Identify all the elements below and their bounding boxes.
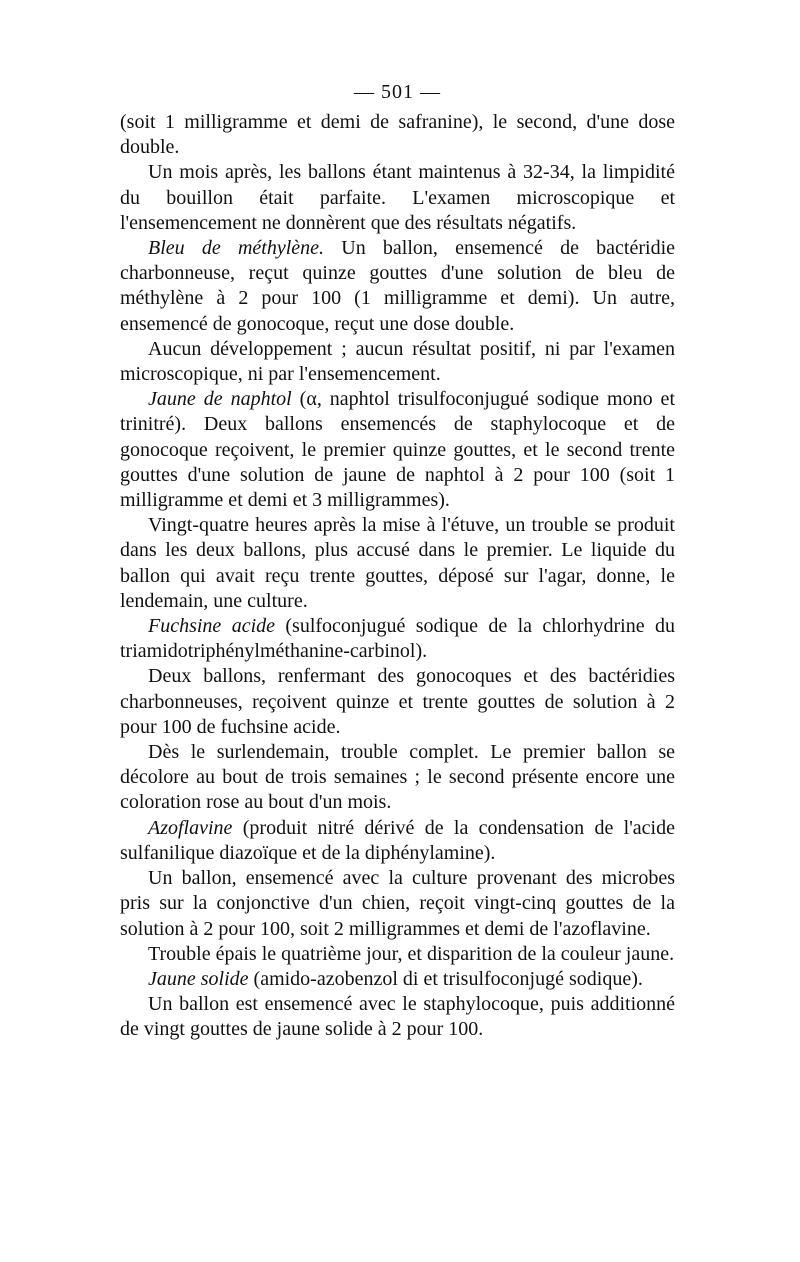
paragraph-text: Vingt-quatre heures après la mise à l'étuve, un trouble se produit dans les deux ballons, plus accusé dans le premier. Le liquide du ballon qui avait reçu trente gouttes, déposé sur l'agar, donne, le lendemain, une culture. [120, 514, 675, 612]
paragraph [120, 866, 675, 942]
paragraph [120, 740, 675, 816]
paragraph [120, 513, 675, 614]
paragraph-text: Trouble épais le quatrième jour, et disparition de la couleur jaune. [148, 942, 675, 965]
page-number: — 501 — [354, 81, 441, 103]
paragraph [120, 387, 675, 513]
paragraph-term: Azoflavine [148, 816, 233, 839]
paragraph-text: (sulfoconjugué sodique de la chlorhydrine du triamidotriphénylméthanine-carbinol). [120, 615, 676, 663]
paragraph-term: Bleu de méthylène. [148, 237, 325, 260]
paragraph [120, 236, 675, 337]
paragraph [120, 967, 675, 992]
paragraph-text: Dès le surlendemain, trouble complet. Le premier ballon se décolore au bout de trois semaines ; le second présente encore une coloration rose au bout d'un mois. [120, 741, 675, 814]
paragraph-continuation [120, 110, 675, 160]
paragraph [120, 942, 675, 967]
paragraph [120, 992, 675, 1042]
paragraph-text: Un ballon, ensemencé de bactéridie charbonneuse, reçut quinze gouttes d'une solution de bleu de méthylène à 2 pour 100 (1 milligramme et demi). Un autre, ensemencé de gonocoque, reçut une dose double. [120, 237, 675, 335]
paragraph [120, 614, 675, 664]
paragraph-text: (α, naphtol trisulfoconjugué sodique mono et trinitré). Deux ballons ensemencés de staphylocoque et de gonocoque reçoivent, le premier quinze gouttes, et le second trente gouttes d'une solution de jaune de naphtol à 2 pour 100 (soit 1 milligramme et demi et 3 milligrammes). [120, 388, 675, 512]
paragraph-term: Jaune de naphtol [148, 388, 292, 411]
paragraph-text: (produit nitré dérivé de la condensation de l'acide sulfanilique diazoïque et de la diphénylamine). [120, 816, 675, 864]
paragraph-text: (soit 1 milligramme et demi de safranine), le second, d'une dose double. [120, 111, 675, 159]
paragraph-term: Jaune solide [148, 967, 249, 990]
paragraph [120, 664, 675, 740]
paragraph [120, 816, 675, 866]
paragraph [120, 337, 675, 387]
paragraph-text: Un ballon est ensemencé avec le staphylocoque, puis additionné de vingt gouttes de jaune solide à 2 pour 100. [120, 993, 675, 1041]
paragraph-text: (amido-azobenzol di et trisulfoconjugé sodique). [248, 967, 643, 990]
paragraph [120, 160, 675, 236]
paragraph-text: Aucun développement ; aucun résultat positif, ni par l'examen microscopique, ni par l'ensemencement. [120, 337, 675, 386]
paragraph-text: Un ballon, ensemencé avec la culture provenant des microbes pris sur la conjonctive d'un chien, reçoit vingt-cinq gouttes de la solution à 2 pour 100, soit 2 milligrammes et demi de l'azoflavine. [120, 867, 675, 940]
paragraph-text: Deux ballons, renfermant des gonocoques et des bactéridies charbonneuses, reçoivent quinze et trente gouttes de solution à 2 pour 100 de fuchsine acide. [120, 665, 675, 738]
paragraph-text: Un mois après, les ballons étant maintenus à 32-34, la limpidité du bouillon était parfaite. L'examen microscopique et l'ensemencement ne donnèrent que des résultats négatifs. [120, 161, 675, 234]
paragraph-term: Fuchsine acide [148, 615, 276, 638]
document-page [120, 80, 675, 1043]
